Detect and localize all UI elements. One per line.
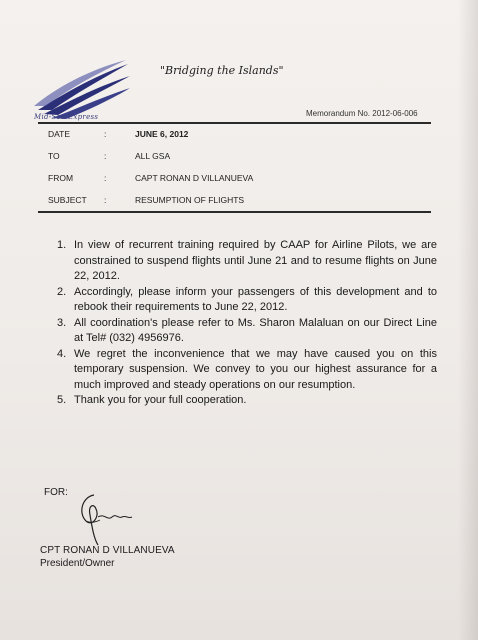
item-text: Accordingly, please inform your passengers of this development and to rebook their requirements to June 22, 2012.	[74, 285, 437, 313]
date-colon: :	[104, 129, 107, 139]
item-number: 3.	[57, 316, 67, 329]
signatory-title: President/Owner	[40, 558, 115, 569]
to-value: ALL GSA	[135, 151, 171, 161]
logo-wordmark: Mid-Sea Express	[34, 113, 99, 121]
memo-body	[52, 238, 437, 409]
item-number: 5.	[57, 394, 67, 406]
tagline: "Bridging the Islands"	[160, 64, 284, 77]
subject-value: RESUMPTION OF FLIGHTS	[135, 195, 245, 205]
list-item	[52, 347, 437, 394]
subject-colon: :	[104, 195, 107, 205]
item-text: In view of recurrent training required by CAAP for Airline Pilots, we are constrained to suspend flights until June 21 and to resume flights on June 22, 2012.	[74, 239, 437, 282]
memorandum-number: Memorandum No. 2012-06-006	[306, 109, 418, 118]
item-number: 2.	[57, 285, 67, 298]
item-text: All coordination's please refer to Ms. Sharon Malaluan on our Direct Line at Tel# (032) 4956976.	[74, 316, 437, 344]
item-text: Thank you for your full cooperation.	[74, 394, 247, 406]
subject-label: SUBJECT	[48, 195, 87, 205]
item-number: 4.	[57, 347, 67, 360]
to-colon: :	[104, 151, 107, 161]
list-item	[52, 316, 437, 347]
from-label: FROM	[48, 173, 74, 183]
for-label: FOR:	[44, 487, 68, 498]
date-value: JUNE 6, 2012	[135, 129, 189, 139]
from-colon: :	[104, 173, 107, 183]
item-number: 1.	[57, 239, 67, 251]
to-label: TO	[48, 151, 60, 161]
signature-icon	[64, 487, 144, 547]
item-text: We regret the inconvenience that we may have caused you on this temporary suspension. We convey to you our highest assurance for a much improved and steady operations on our resumption.	[74, 347, 437, 391]
date-label: DATE	[48, 129, 71, 139]
from-value: CAPT RONAN D VILLANUEVA	[135, 173, 254, 183]
list-item	[52, 393, 437, 409]
header-top-rule	[38, 122, 431, 124]
list-item	[52, 238, 437, 285]
page-shadow	[458, 0, 478, 640]
list-item	[52, 285, 437, 316]
signatory-name: CPT RONAN D VILLANUEVA	[40, 545, 175, 556]
header-bottom-rule	[38, 211, 431, 213]
